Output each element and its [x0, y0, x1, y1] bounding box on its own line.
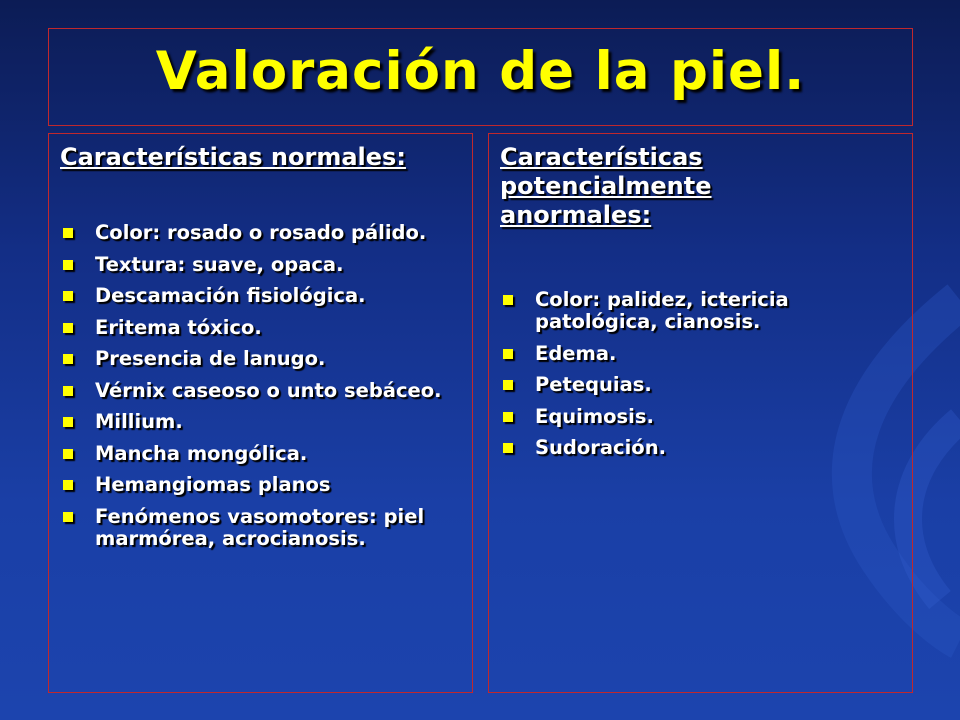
list-item: [500, 289, 905, 333]
list-item-text: Presencia de lanugo.: [95, 347, 326, 370]
list-item: [60, 254, 460, 276]
normal-characteristics-heading: Características normales:: [60, 143, 406, 171]
list-item: [60, 222, 460, 244]
list-item: [60, 317, 460, 339]
square-bullet-icon: [63, 260, 73, 270]
list-item: [60, 285, 460, 307]
list-item: [500, 374, 905, 396]
square-bullet-icon: [63, 480, 73, 490]
list-item: [500, 343, 905, 365]
abnormal-characteristics-panel: [488, 133, 913, 693]
list-item-text: Millium.: [95, 410, 183, 433]
list-item-text: Descamación fisiológica.: [95, 284, 366, 307]
square-bullet-icon: [503, 412, 513, 422]
square-bullet-icon: [503, 295, 513, 305]
slide-title: Valoración de la piel.: [155, 41, 806, 102]
list-item: [500, 406, 905, 428]
square-bullet-icon: [63, 449, 73, 459]
list-item: [500, 437, 905, 459]
list-item-text: Edema.: [535, 341, 617, 365]
list-item: [60, 443, 460, 465]
list-item: [60, 348, 460, 370]
normal-characteristics-panel: [48, 133, 473, 693]
list-item: [60, 474, 460, 496]
list-item-text: Sudoración.: [535, 436, 666, 459]
square-bullet-icon: [503, 443, 513, 453]
list-item-text: Fenómenos vasomotores: piel marmórea, acrocianosis.: [95, 504, 425, 550]
square-bullet-icon: [63, 386, 73, 396]
square-bullet-icon: [63, 417, 73, 427]
list-item-text: Hemangiomas planos: [95, 473, 331, 496]
list-item: [60, 411, 460, 433]
list-item-text: Color: rosado o rosado pálido.: [95, 221, 427, 244]
square-bullet-icon: [63, 323, 73, 333]
list-item-text: Vérnix caseoso o unto sebáceo.: [95, 378, 442, 402]
list-item: [60, 380, 460, 402]
square-bullet-icon: [503, 380, 513, 390]
list-item-text: Equimosis.: [535, 404, 654, 428]
square-bullet-icon: [503, 349, 513, 359]
square-bullet-icon: [63, 228, 73, 238]
list-item-text: Petequias.: [535, 373, 652, 396]
abnormal-characteristics-list: [500, 289, 905, 469]
list-item: [60, 506, 460, 550]
title-box: [48, 28, 913, 126]
square-bullet-icon: [63, 354, 73, 364]
normal-characteristics-list: [60, 222, 460, 559]
list-item-text: Eritema tóxico.: [95, 315, 262, 339]
list-item-text: Textura: suave, opaca.: [95, 252, 344, 276]
list-item-text: Mancha mongólica.: [95, 441, 308, 465]
square-bullet-icon: [63, 291, 73, 301]
list-item-text: Color: palidez, ictericia patológica, cianosis.: [535, 288, 789, 333]
square-bullet-icon: [63, 512, 73, 522]
abnormal-characteristics-heading: Características potencialmente anormales:: [500, 143, 712, 229]
